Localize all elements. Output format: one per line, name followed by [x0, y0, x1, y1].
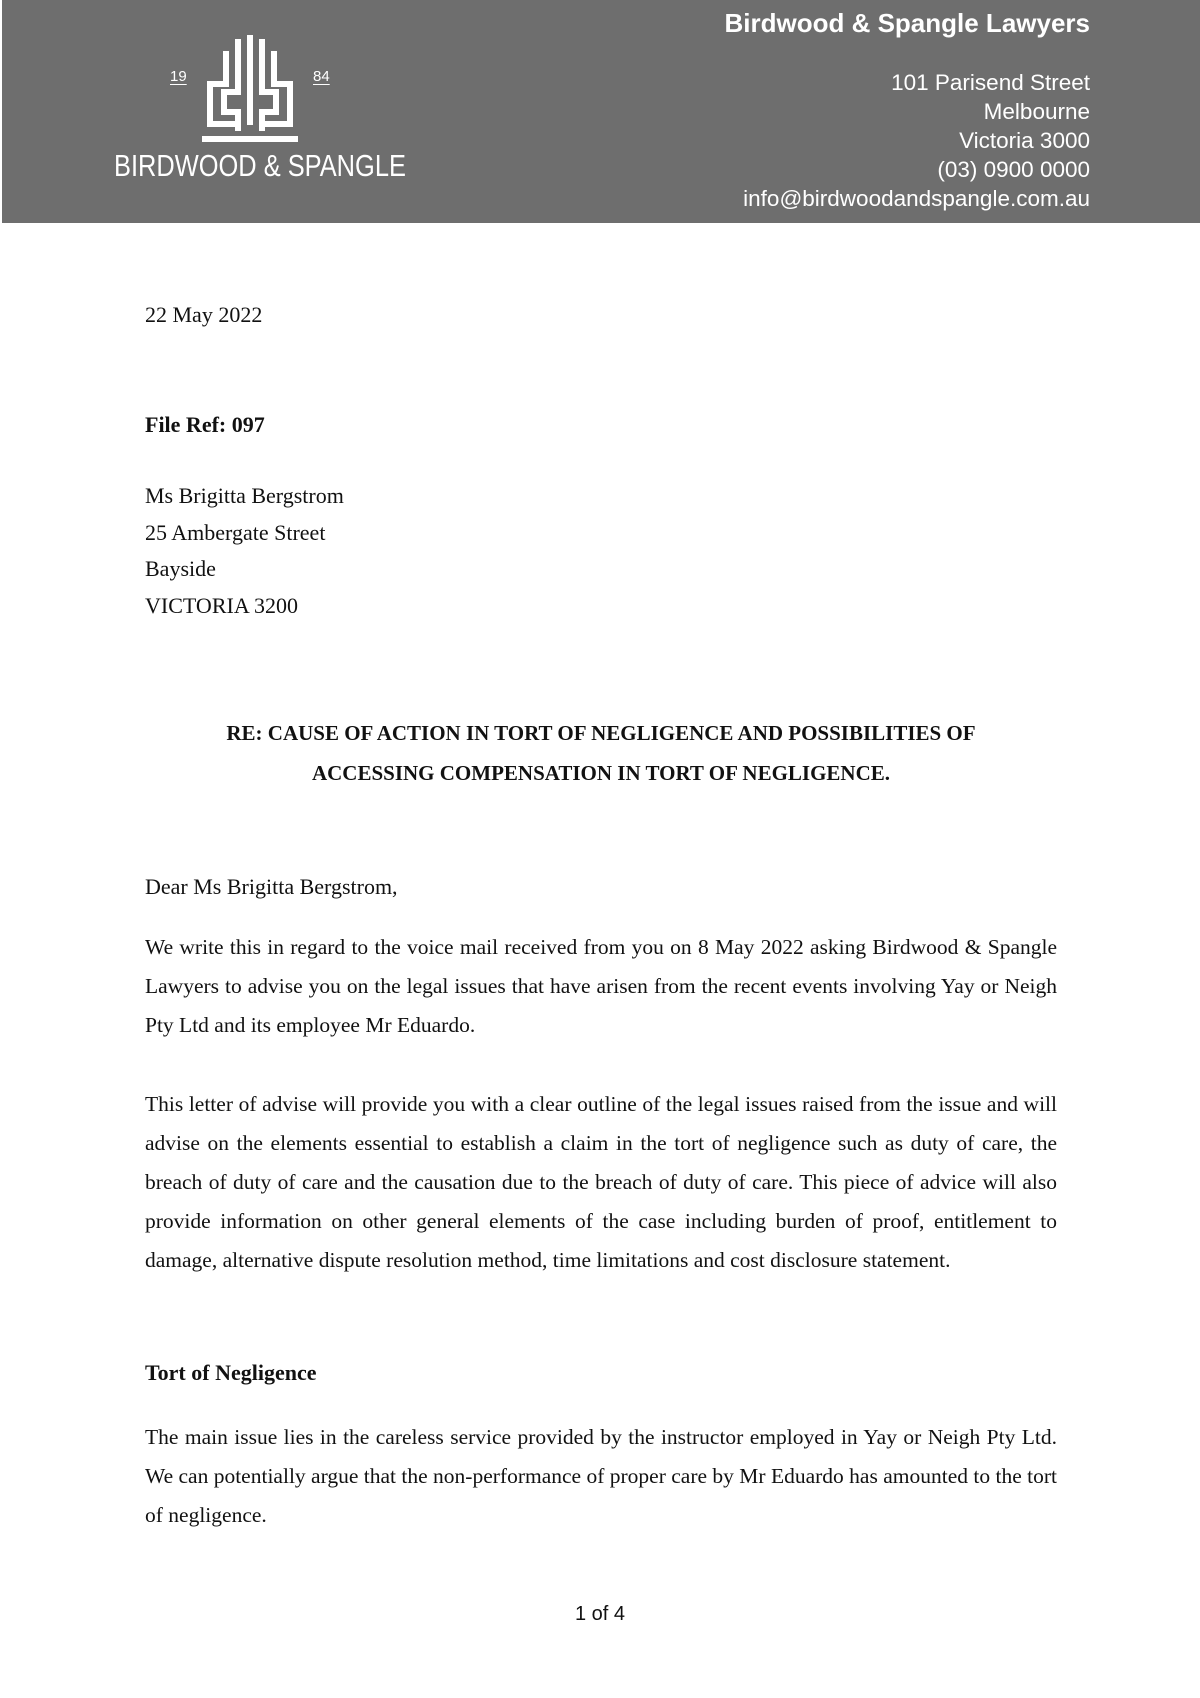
paragraph-main-issue: The main issue lies in the careless service provided by the instructor employed in Yay or Neigh Pty Ltd. We can potentially argue that the non-performance of proper care by Mr Eduardo has amounted to the tort of negligence.: [145, 1425, 1057, 1527]
recipient-name: Ms Brigitta Bergstrom: [145, 483, 344, 508]
salutation: Dear Ms Brigitta Bergstrom,: [145, 874, 398, 899]
firm-email: info@birdwoodandspangle.com.au: [743, 186, 1090, 211]
file-reference: File Ref: 097: [145, 412, 265, 437]
recipient-state-postcode: VICTORIA 3200: [145, 592, 298, 618]
firm-phone: (03) 0900 0000: [937, 157, 1090, 182]
logo-year-left: 19: [170, 68, 187, 85]
firm-street: 101 Parisend Street: [891, 70, 1090, 95]
subject-line: [145, 713, 1057, 793]
letterhead-banner: [2, 0, 1200, 223]
firm-state-postcode: Victoria 3000: [959, 128, 1090, 153]
section-heading: Tort of Negligence: [145, 1360, 317, 1385]
page-number: 1 of 4: [574, 1603, 626, 1625]
letter-date: 22 May 2022: [145, 302, 263, 327]
columns-logo-icon: [202, 32, 298, 150]
paragraph-scope: This letter of advise will provide you with a clear outline of the legal issues raised from the issue and will advise on the elements essential to establish a claim in the tort of negligence such as duty of care, the breach of duty of care and the causation due to the breach of duty of care. This piece of advice will also provide information on other general elements of the case including burden of proof, entitlement to damage, alternative dispute resolution method, time limitations and cost disclosure statement.: [145, 1092, 1057, 1272]
recipient-suburb: Bayside: [145, 556, 216, 581]
recipient-street: 25 Ambergate Street: [145, 519, 326, 545]
firm-name: Birdwood & Spangle Lawyers: [724, 8, 1090, 38]
subject-line-2: ACCESSING COMPENSATION IN TORT OF NEGLIGENCE.: [311, 761, 891, 785]
logo-wordmark: BIRDWOOD & SPANGLE: [114, 148, 406, 183]
firm-city: Melbourne: [983, 99, 1090, 124]
firm-logo: [110, 28, 406, 188]
logo-year-right: 84: [313, 68, 330, 85]
recipient-address: [145, 478, 344, 624]
subject-line-1: RE: CAUSE OF ACTION IN TORT OF NEGLIGENCE AND POSSIBILITIES OF: [226, 721, 976, 745]
paragraph-introduction: We write this in regard to the voice mail received from you on 8 May 2022 asking Birdwood & Spangle Lawyers to advise you on the legal issues that have arisen from the recent events involving Yay or Neigh Pty Ltd and its employee Mr Eduardo.: [145, 935, 1057, 1037]
firm-contact-block: [743, 68, 1090, 213]
